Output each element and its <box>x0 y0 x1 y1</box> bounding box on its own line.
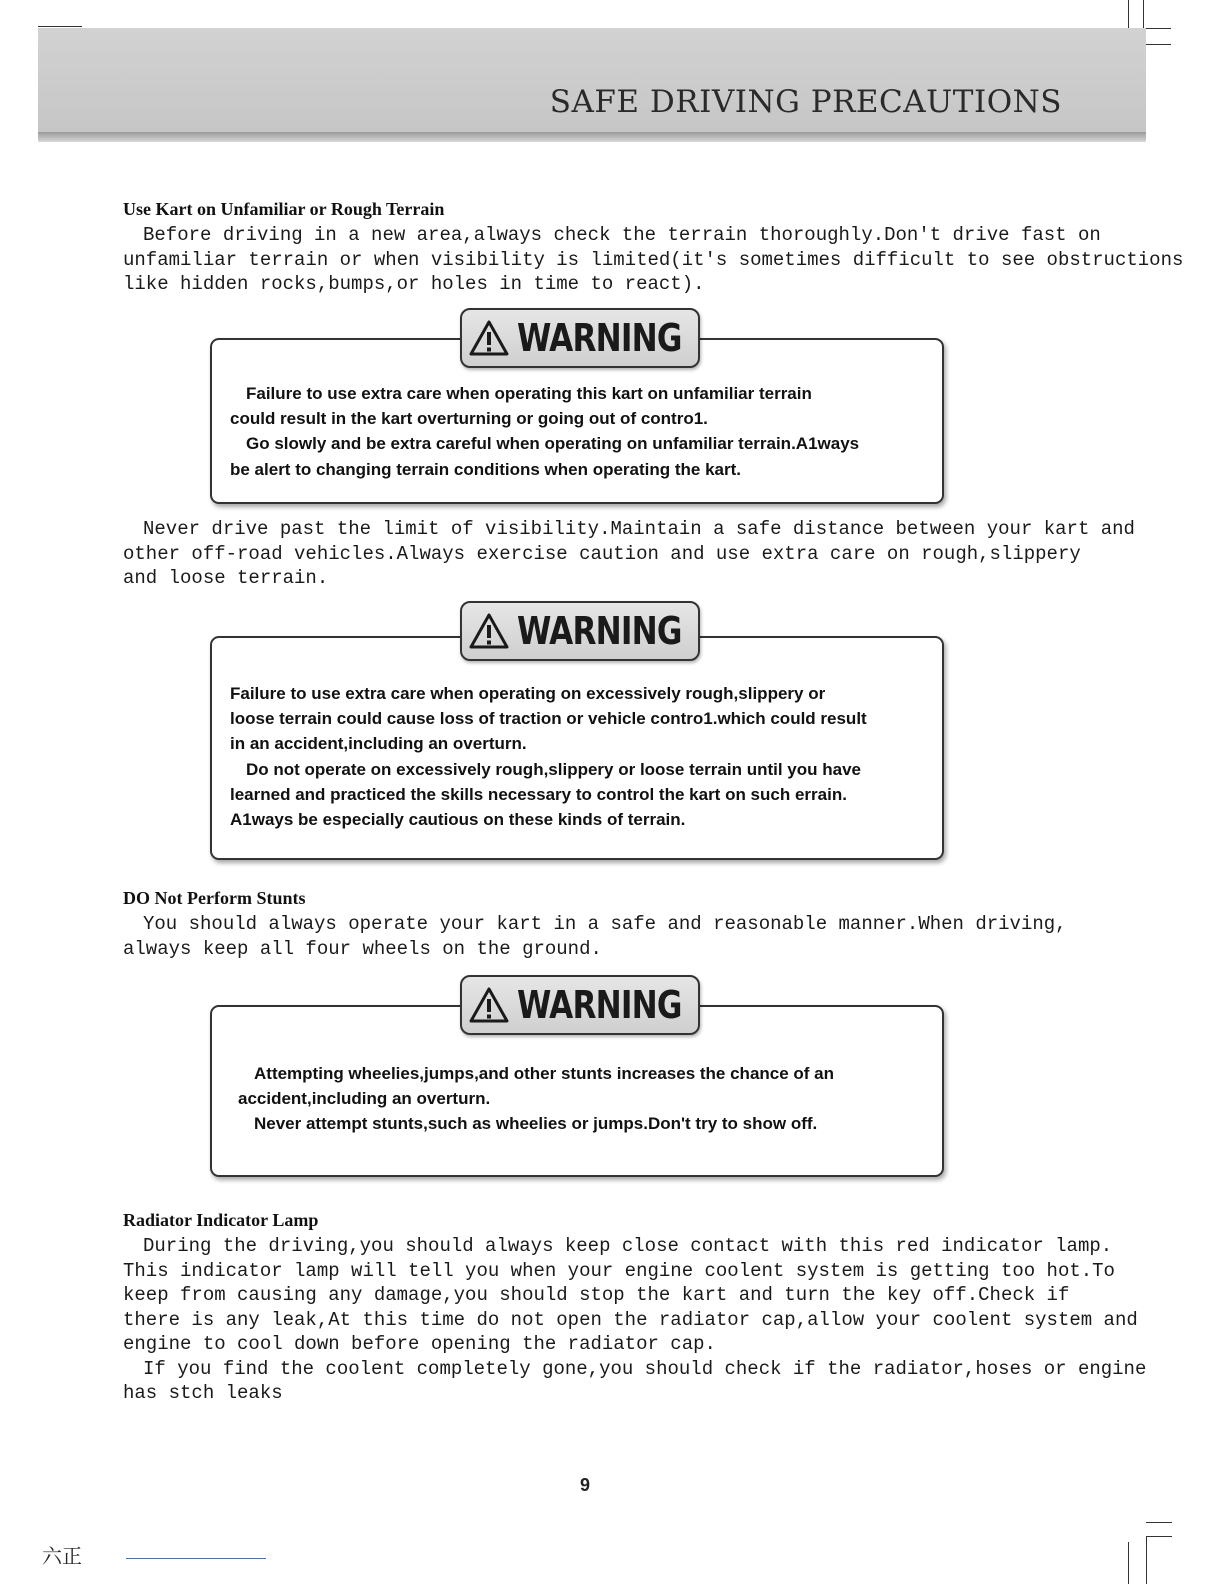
footer-link-underline <box>126 1558 266 1559</box>
page-title: SAFE DRIVING PRECAUTIONS <box>549 84 1062 120</box>
crop-mark <box>1143 44 1171 45</box>
crop-mark <box>1128 0 1129 30</box>
section-heading-stunts: DO Not Perform Stunts <box>123 888 306 908</box>
warning-label: WARNING <box>516 983 682 1027</box>
text-line: other off-road vehicles.Always exercise caution and use extra care on rough,slippery <box>123 542 1081 565</box>
warning-label: WARNING <box>516 316 682 360</box>
text-line: Go slowly and be extra careful when operating on unfamiliar terrain.A1ways <box>246 434 860 454</box>
crop-mark <box>1146 1536 1172 1537</box>
text-line: Do not operate on excessively rough,slippery or loose terrain until you have <box>246 759 861 779</box>
crop-mark <box>1128 1542 1129 1584</box>
text-line: If you find the coolent completely gone,you should check if the radiator,hoses or engine <box>143 1357 1147 1380</box>
text-line: engine to cool down before opening the radiator cap. <box>123 1333 716 1355</box>
text-line: be alert to changing terrain conditions when operating the kart. <box>230 459 742 479</box>
text-line: This indicator lamp will tell you when your engine coolent system is getting too hot.To <box>123 1259 1115 1282</box>
text-line: always keep all four wheels on the ground. <box>123 937 602 960</box>
warning-triangle-icon <box>469 987 509 1023</box>
section-heading-terrain: Use Kart on Unfamiliar or Rough Terrain <box>123 199 445 219</box>
paragraph-stunts <box>123 912 1067 961</box>
crop-mark <box>1143 0 1144 30</box>
paragraph-terrain <box>123 223 1184 297</box>
text-line: Failure to use extra care when operating on excessively rough,slippery or <box>230 684 826 703</box>
text-line: During the driving,you should always keep close contact with this red indicator lamp. <box>143 1235 1113 1257</box>
header-rule <box>38 132 1146 142</box>
text-line: loose terrain could cause loss of traction or vehicle contro1.which could result <box>230 709 867 729</box>
crop-mark <box>38 26 82 27</box>
text-line: Attempting wheelies,jumps,and other stunts increases the chance of an <box>254 1064 835 1083</box>
warning-triangle-icon <box>469 320 509 356</box>
paragraph-visibility <box>123 517 1135 591</box>
crop-mark <box>1143 28 1171 29</box>
text-line: accident,including an overturn. <box>238 1089 491 1109</box>
warning-header <box>460 975 700 1035</box>
text-line: Before driving in a new area,always check the terrain thoroughly.Don't drive fast on <box>143 224 1101 246</box>
text-line: You should always operate your kart in a safe and reasonable manner.When driving, <box>143 913 1067 935</box>
crop-mark <box>1146 1536 1147 1584</box>
text-line: like hidden rocks,bumps,or holes in time to react). <box>123 273 705 295</box>
warning-triangle-icon <box>469 613 509 649</box>
warning-header <box>460 308 700 368</box>
text-line: unfamiliar terrain or when visibility is limited(it's sometimes difficult to see obstructions <box>123 248 1184 271</box>
text-line: Failure to use extra care when operating this kart on unfamiliar terrain <box>246 384 812 403</box>
text-line: has stch leaks <box>123 1382 283 1404</box>
text-line: could result in the kart overturning or going out of contro1. <box>230 409 708 429</box>
warning-text <box>238 1061 938 1137</box>
text-line: A1ways be especially cautious on these kinds of terrain. <box>230 810 686 830</box>
footer-code: 六正 <box>42 1544 82 1568</box>
text-line: keep from causing any damage,you should stop the kart and turn the key off.Check if <box>123 1284 1070 1306</box>
warning-text <box>230 681 930 832</box>
paragraph-radiator <box>123 1234 1147 1406</box>
page-number: 9 <box>579 1475 590 1495</box>
text-line: Never attempt stunts,such as wheelies or jumps.Don't try to show off. <box>254 1114 818 1134</box>
text-line: Never drive past the limit of visibility.Maintain a safe distance between your kart and <box>143 518 1135 540</box>
text-line: learned and practiced the skills necessary to control the kart on such errain. <box>230 784 847 804</box>
section-heading-radiator: Radiator Indicator Lamp <box>123 1210 319 1230</box>
text-line: in an accident,including an overturn. <box>230 734 527 754</box>
warning-header <box>460 601 700 661</box>
crop-mark <box>1146 1522 1172 1523</box>
text-line: there is any leak,At this time do not open the radiator cap,allow your coolent system and <box>123 1308 1138 1331</box>
warning-text <box>230 381 930 482</box>
warning-label: WARNING <box>516 609 682 653</box>
text-line: and loose terrain. <box>123 567 329 589</box>
